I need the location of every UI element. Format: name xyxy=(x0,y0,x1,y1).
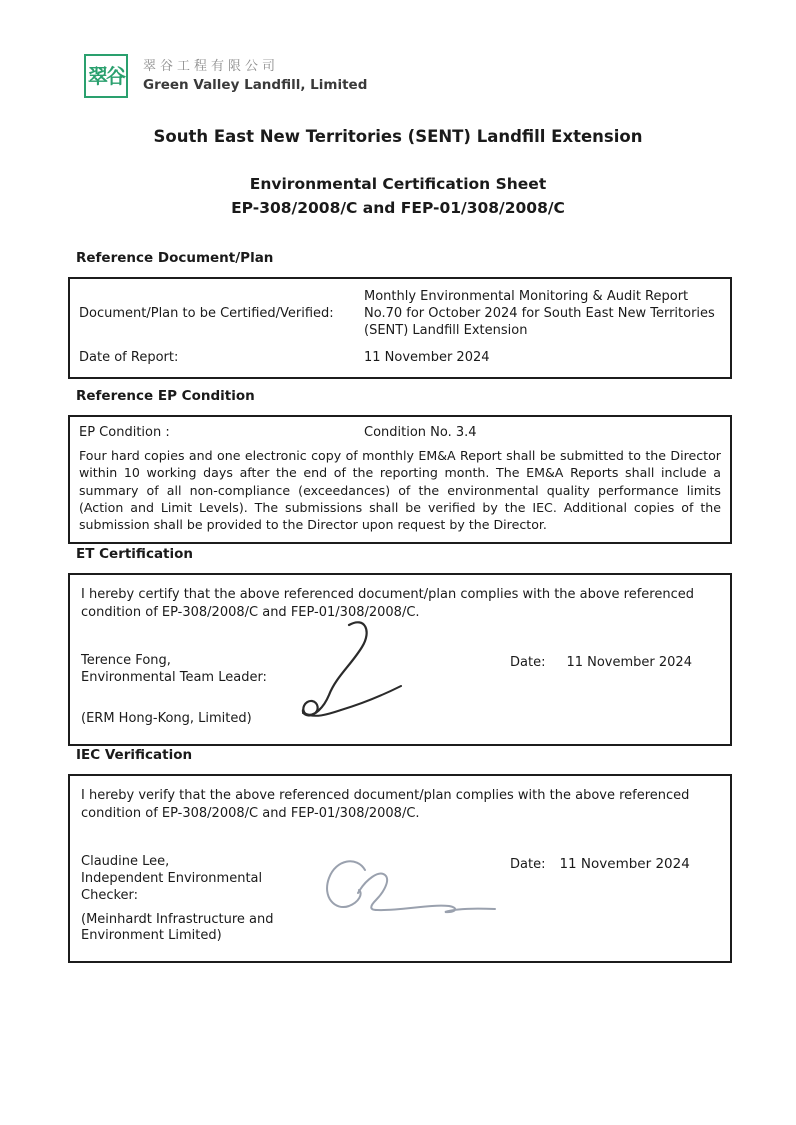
date-of-report-value: 11 November 2024 xyxy=(364,350,490,366)
iec-signature-row xyxy=(81,854,717,945)
iec-verification-statement: I hereby verify that the above referenced document/plan complies with the above referenced condition of EP-308/2008/C and FEP-01/308/2008/C. xyxy=(81,788,690,821)
et-signer-name: Terence Fong, xyxy=(81,652,171,668)
ep-condition-description: Four hard copies and one electronic copy of monthly EM&A Report shall be submitted to the Director within 10 working days after the end of the reporting month. The EM&A Reports shall include a summary of all non-compliance (exceedances) of the environmental quality performance limits (Action and Limit Levels). The submissions shall be verified by the IEC. Additional copies of the submission shall be provided to the Director upon request by the Director. xyxy=(79,448,721,532)
logo-characters: 翠谷 xyxy=(88,64,124,88)
date-of-report-label: Date of Report: xyxy=(79,350,179,366)
document-plan-label: Document/Plan to be Certified/Verified: xyxy=(79,306,334,322)
company-names xyxy=(143,59,367,94)
iec-verification-heading: IEC Verification xyxy=(76,747,193,763)
et-date-label: Date: xyxy=(510,654,546,670)
table-row xyxy=(70,347,730,376)
brand-header xyxy=(84,54,367,98)
table-row xyxy=(70,279,730,347)
ep-condition-label: EP Condition : xyxy=(79,425,170,440)
section-reference-document xyxy=(68,250,732,379)
et-date-value: 11 November 2024 xyxy=(566,654,692,670)
subtitle-permit-numbers: EP-308/2008/C and FEP-01/308/2008/C xyxy=(231,199,565,217)
et-certification-statement: I hereby certify that the above referenced document/plan complies with the above referenced condition of EP-308/2008/C and FEP-01/308/2008/C. xyxy=(81,587,694,620)
iec-signer-company: (Meinhardt Infrastructure and Environment Limited) xyxy=(81,911,274,944)
iec-date-value: 11 November 2024 xyxy=(559,855,690,872)
subtitle-sheet-name: Environmental Certification Sheet xyxy=(249,175,547,193)
document-titles xyxy=(0,127,796,217)
section-ep-condition xyxy=(68,388,732,544)
iec-signer-name: Claudine Lee, xyxy=(81,853,170,869)
iec-signature-image xyxy=(309,852,501,922)
ep-condition-table xyxy=(68,415,732,544)
iec-verification-box xyxy=(68,774,732,963)
section-et-certification xyxy=(68,546,732,746)
document-plan-value: Monthly Environmental Monitoring & Audit Report No.70 for October 2024 for South East New Territories (SENT) Landfill Extension xyxy=(364,289,715,339)
et-signer-title: Environmental Team Leader: xyxy=(81,669,267,685)
iec-date-label: Date: xyxy=(510,856,546,872)
reference-document-heading: Reference Document/Plan xyxy=(76,250,274,266)
et-certification-box xyxy=(68,573,732,746)
iec-signer-title: Independent Environmental Checker: xyxy=(81,870,263,903)
main-title: South East New Territories (SENT) Landfill Extension xyxy=(153,127,643,146)
et-date-line xyxy=(510,654,692,672)
reference-document-table xyxy=(68,277,732,379)
company-logo xyxy=(84,54,128,98)
et-signer-company: (ERM Hong-Kong, Limited) xyxy=(81,710,252,726)
company-name-english: Green Valley Landfill, Limited xyxy=(143,77,368,94)
et-signature-row xyxy=(81,653,717,728)
et-certification-heading: ET Certification xyxy=(76,546,194,562)
section-iec-verification xyxy=(68,747,732,963)
iec-signer-block xyxy=(81,854,313,945)
et-signer-block xyxy=(81,653,313,728)
company-name-chinese: 翠谷工程有限公司 xyxy=(143,58,280,74)
iec-date-line xyxy=(510,855,690,874)
ep-condition-heading: Reference EP Condition xyxy=(76,388,255,404)
table-row xyxy=(70,417,730,445)
ep-condition-value: Condition No. 3.4 xyxy=(364,425,477,440)
